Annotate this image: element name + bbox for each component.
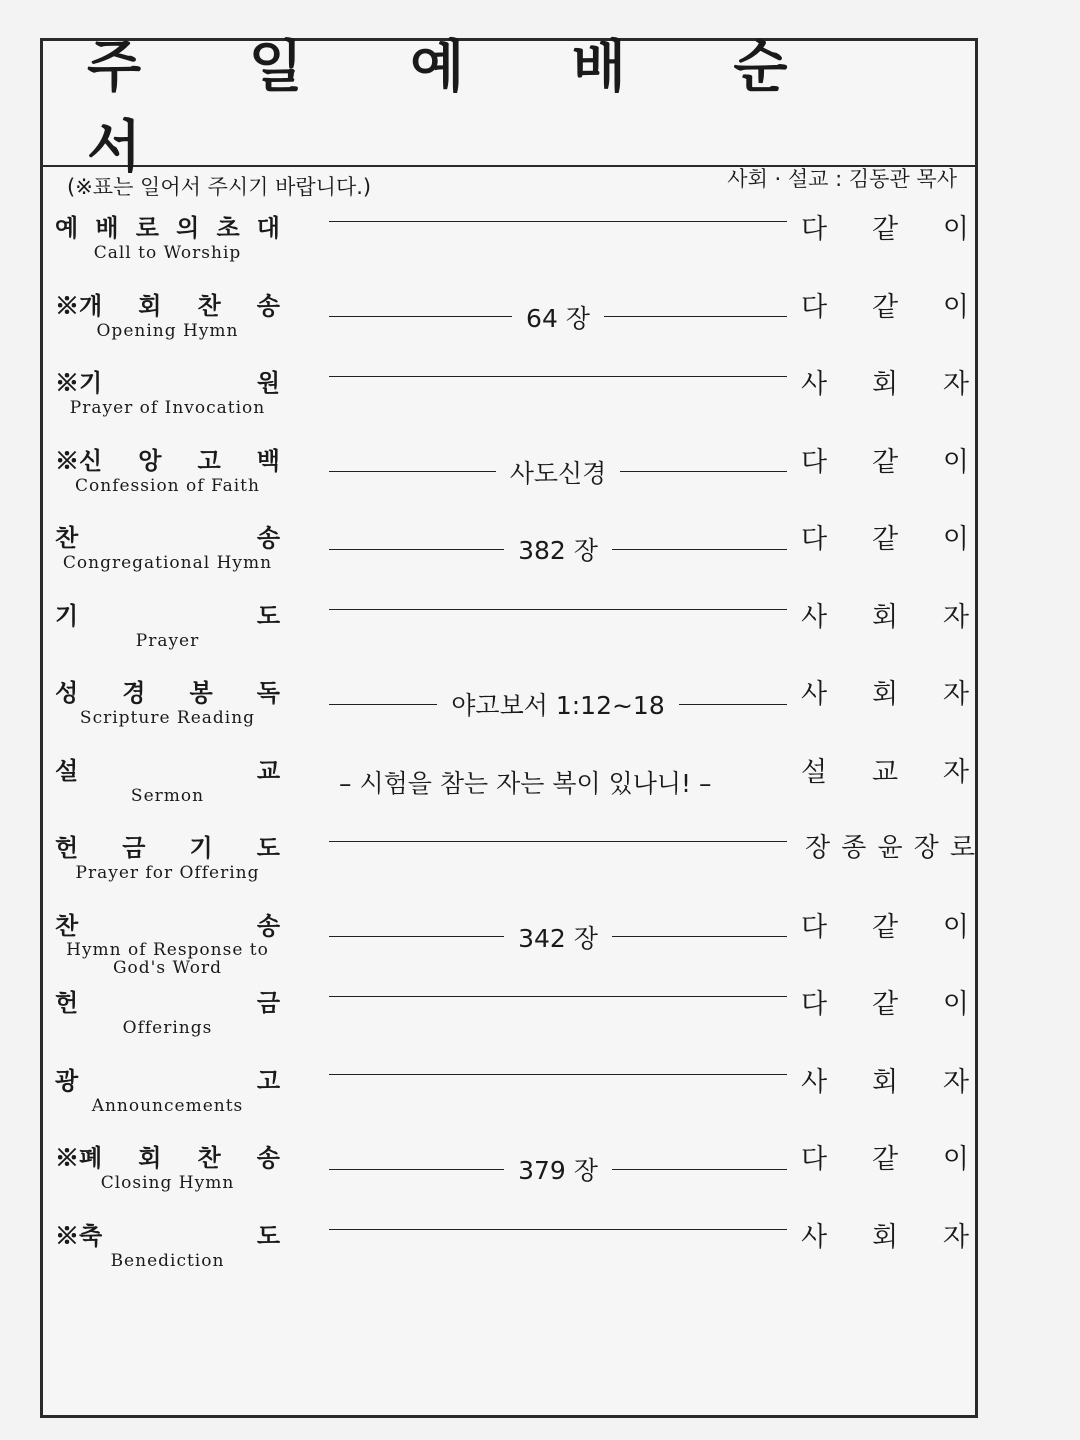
- order-item-detail: [329, 221, 787, 222]
- order-item-korean: [55, 1143, 280, 1173]
- order-item-detail: [329, 841, 787, 842]
- order-item-name: [55, 1066, 280, 1116]
- leader-char: 이: [942, 291, 969, 323]
- order-item-detail: [329, 376, 787, 377]
- korean-char: 찬: [197, 290, 221, 320]
- leader-char: 회: [871, 601, 899, 633]
- korean-char: 원: [256, 368, 280, 397]
- order-item-name: [55, 678, 280, 728]
- korean-char: 도: [256, 833, 280, 862]
- page-title: 주 일 예 배 순 서: [87, 35, 832, 180]
- korean-char: 송: [256, 290, 280, 320]
- korean-char: 의: [176, 213, 200, 242]
- detail-text: 64 장: [526, 303, 590, 333]
- leader-char: 사: [801, 1221, 828, 1253]
- order-item-english: Congregational Hymn: [62, 553, 273, 573]
- order-item-korean: [55, 911, 280, 941]
- leader-char: 장: [805, 833, 831, 863]
- leader-char: 다: [801, 1144, 828, 1175]
- leader-line: [329, 996, 787, 997]
- leader-line: [329, 609, 787, 610]
- order-item: [43, 833, 981, 893]
- korean-char: 대: [256, 213, 280, 242]
- order-item-english: Confession of Faith: [75, 475, 260, 496]
- korean-char: 독: [256, 678, 280, 707]
- leader-char: 종: [841, 833, 867, 863]
- leader-char: 다: [801, 989, 828, 1020]
- korean-char: 성: [55, 678, 79, 707]
- order-item: [43, 213, 981, 273]
- leader-char: 이: [942, 214, 969, 245]
- leader-char: 다: [801, 911, 828, 943]
- order-item-detail: [329, 686, 787, 722]
- korean-char: ※축: [55, 1220, 103, 1250]
- leader-line: [329, 1074, 787, 1075]
- leader-line: [329, 1169, 504, 1170]
- korean-char: ※폐: [55, 1143, 103, 1172]
- order-item: [43, 601, 981, 661]
- order-item-leader: [801, 750, 969, 789]
- leader-line: [679, 704, 787, 705]
- order-item-english: Closing Hymn: [100, 1173, 235, 1193]
- korean-char: 회: [138, 290, 162, 320]
- leader-char: 자: [942, 679, 969, 710]
- leader-char: 다: [801, 214, 828, 245]
- leader-char: 장: [913, 833, 939, 863]
- leader-char: 이: [942, 1144, 969, 1175]
- leader-char: 같: [871, 524, 899, 555]
- order-item-name: [55, 601, 280, 651]
- order-item-detail: [329, 919, 787, 955]
- order-item-korean: [55, 523, 280, 553]
- leader-char: 회: [871, 369, 899, 400]
- leader-char: 같: [871, 214, 899, 245]
- order-item: [43, 678, 981, 738]
- order-item-english: Announcements: [91, 1095, 244, 1116]
- korean-char: 송: [256, 1143, 280, 1172]
- order-item-name: [55, 1143, 280, 1193]
- bulletin-sheet: [40, 35, 978, 1418]
- order-item-leader: [801, 517, 969, 556]
- leader-char: 회: [871, 1066, 899, 1098]
- korean-char: ※개: [55, 290, 103, 320]
- leader-char: 같: [871, 446, 899, 478]
- order-item-korean: [55, 291, 280, 321]
- leader-char: 자: [942, 756, 969, 788]
- order-item: [43, 1143, 981, 1203]
- korean-char: 헌: [55, 988, 79, 1017]
- order-item-name: [55, 213, 280, 263]
- order-item-leader: [801, 1215, 969, 1254]
- order-item: [43, 446, 981, 506]
- korean-char: 찬: [197, 1143, 221, 1172]
- order-item-korean: [55, 368, 280, 398]
- korean-char: 송: [256, 910, 280, 940]
- korean-char: 백: [256, 445, 280, 475]
- detail-text: 342 장: [518, 923, 598, 953]
- korean-char: 고: [197, 445, 221, 475]
- order-item: [43, 523, 981, 583]
- leader-char: 사: [801, 1066, 828, 1098]
- leader-char: 같: [871, 1144, 899, 1175]
- korean-char: 광: [55, 1065, 79, 1095]
- leader-char: 같: [871, 989, 899, 1020]
- order-item-name: [55, 291, 280, 341]
- leader-line: [612, 1169, 787, 1170]
- order-item-english: Hymn of Response to God's Word: [66, 939, 269, 978]
- leader-char: 회: [871, 679, 899, 710]
- leader-line: [620, 471, 787, 472]
- order-item-detail: [329, 1074, 787, 1075]
- korean-char: 배: [95, 213, 119, 242]
- korean-char: 기: [189, 833, 213, 862]
- detail-text: 379 장: [518, 1156, 598, 1185]
- leader-char: 윤: [877, 833, 903, 863]
- leader-info: 사회 · 설교 : 김동관 목사: [727, 167, 957, 191]
- order-item: [43, 368, 981, 428]
- order-item-english: Sermon: [130, 785, 205, 806]
- leader-line: [329, 376, 787, 377]
- leader-line: [329, 841, 787, 842]
- order-item-detail: [329, 996, 787, 997]
- order-item-korean: [55, 833, 280, 863]
- order-item-name: [55, 1221, 280, 1271]
- korean-char: 예: [55, 213, 79, 242]
- order-item-korean: [55, 446, 280, 476]
- leader-line: [612, 549, 787, 550]
- leader-char: 이: [942, 524, 969, 555]
- korean-char: 기: [55, 600, 79, 630]
- leader-char: 자: [942, 601, 969, 633]
- order-item: [43, 756, 981, 816]
- leader-char: 사: [801, 679, 828, 710]
- order-item-leader: [801, 285, 969, 324]
- leader-char: 사: [801, 369, 828, 400]
- order-item-english: Prayer: [135, 630, 200, 651]
- leader-line: [329, 221, 787, 222]
- order-item-korean: [55, 213, 280, 243]
- order-item-english: Prayer for Offering: [75, 863, 260, 883]
- order-item-english: Offerings: [122, 1018, 213, 1038]
- order-item: [43, 291, 981, 351]
- order-item-korean: [55, 988, 280, 1018]
- leader-char: 같: [871, 911, 899, 943]
- leader-char: 사: [801, 601, 828, 633]
- korean-char: 경: [122, 678, 146, 707]
- order-item-leader: [801, 207, 969, 246]
- korean-char: 금: [256, 988, 280, 1017]
- leader-char: 이: [942, 989, 969, 1020]
- leader-line: [329, 704, 437, 705]
- order-item-detail: [329, 1229, 787, 1230]
- order-item-leader: [801, 1060, 969, 1099]
- leader-line: [604, 316, 787, 317]
- order-item-leader: [801, 1137, 969, 1176]
- leader-line: [329, 1229, 787, 1230]
- order-item: [43, 1221, 981, 1281]
- order-item-detail: [329, 1151, 787, 1187]
- sermon-title: – 시험을 참는 자는 복이 있나니! –: [339, 768, 712, 798]
- korean-char: 헌: [55, 833, 79, 862]
- order-item-detail: [329, 454, 787, 490]
- order-item-korean: [55, 1066, 280, 1096]
- leader-char: 이: [942, 446, 969, 478]
- leader-char: 자: [942, 369, 969, 400]
- order-item-name: [55, 446, 280, 496]
- korean-char: ※기: [55, 368, 103, 397]
- order-item-name: [55, 756, 280, 806]
- order-item-korean: [55, 601, 280, 631]
- detail-text: 야고보서 1:12~18: [451, 691, 665, 720]
- detail-text: 사도신경: [509, 458, 607, 488]
- leader-char: 다: [801, 291, 828, 323]
- korean-char: 송: [256, 523, 280, 552]
- leader-char: 교: [871, 756, 899, 788]
- korean-char: 찬: [55, 910, 79, 940]
- order-item-english: Call to Worship: [93, 243, 242, 263]
- order-item-leader: [805, 827, 975, 864]
- korean-char: 고: [256, 1065, 280, 1095]
- leader-char: 다: [801, 524, 828, 555]
- order-item-english: Prayer of Invocation: [69, 398, 266, 418]
- order-item-english: Scripture Reading: [79, 708, 256, 728]
- order-item-name: [55, 988, 280, 1038]
- order-item-english: Opening Hymn: [96, 320, 239, 341]
- order-item-name: [55, 911, 280, 977]
- order-item-leader: [801, 672, 969, 711]
- order-item-korean: [55, 756, 280, 786]
- korean-char: 앙: [138, 445, 162, 475]
- order-item-detail: [329, 299, 787, 335]
- order-item-leader: [801, 440, 969, 479]
- order-item-leader: [801, 905, 969, 944]
- leader-char: 로: [949, 833, 975, 863]
- order-item-korean: [55, 1221, 280, 1251]
- standing-note: (※표는 일어서 주시기 바랍니다.): [67, 175, 372, 199]
- order-item-detail: [329, 764, 787, 800]
- order-item-english: Benediction: [110, 1250, 225, 1271]
- detail-text: 382 장: [518, 536, 598, 565]
- leader-line: [612, 936, 787, 937]
- order-item-name: [55, 523, 280, 573]
- order-item-leader: [801, 982, 969, 1021]
- leader-line: [329, 549, 504, 550]
- order-item-detail: [329, 609, 787, 610]
- order-item-leader: [801, 362, 969, 401]
- order-item: [43, 910, 981, 978]
- leader-char: 같: [871, 291, 899, 323]
- order-item: [43, 988, 981, 1048]
- korean-char: 도: [256, 600, 280, 630]
- order-item: [43, 1066, 981, 1126]
- leader-char: 다: [801, 446, 828, 478]
- order-item-name: [55, 368, 280, 418]
- leader-char: 자: [942, 1221, 969, 1253]
- leader-line: [329, 471, 496, 472]
- korean-char: 회: [138, 1143, 162, 1172]
- leader-char: 회: [871, 1221, 899, 1253]
- order-item-leader: [801, 595, 969, 634]
- korean-char: 설: [55, 755, 79, 785]
- korean-char: ※신: [55, 445, 103, 475]
- order-item-name: [55, 833, 280, 883]
- leader-line: [329, 936, 504, 937]
- korean-char: 봉: [189, 678, 213, 707]
- korean-char: 찬: [55, 523, 79, 552]
- korean-char: 교: [256, 755, 280, 785]
- korean-char: 초: [216, 213, 240, 242]
- korean-char: 도: [256, 1220, 280, 1250]
- order-item-korean: [55, 678, 280, 708]
- leader-char: 설: [801, 756, 828, 788]
- leader-char: 이: [942, 911, 969, 943]
- order-item-detail: [329, 531, 787, 567]
- korean-char: 로: [135, 213, 159, 242]
- korean-char: 금: [122, 833, 146, 862]
- leader-line: [329, 316, 512, 317]
- leader-char: 자: [942, 1066, 969, 1098]
